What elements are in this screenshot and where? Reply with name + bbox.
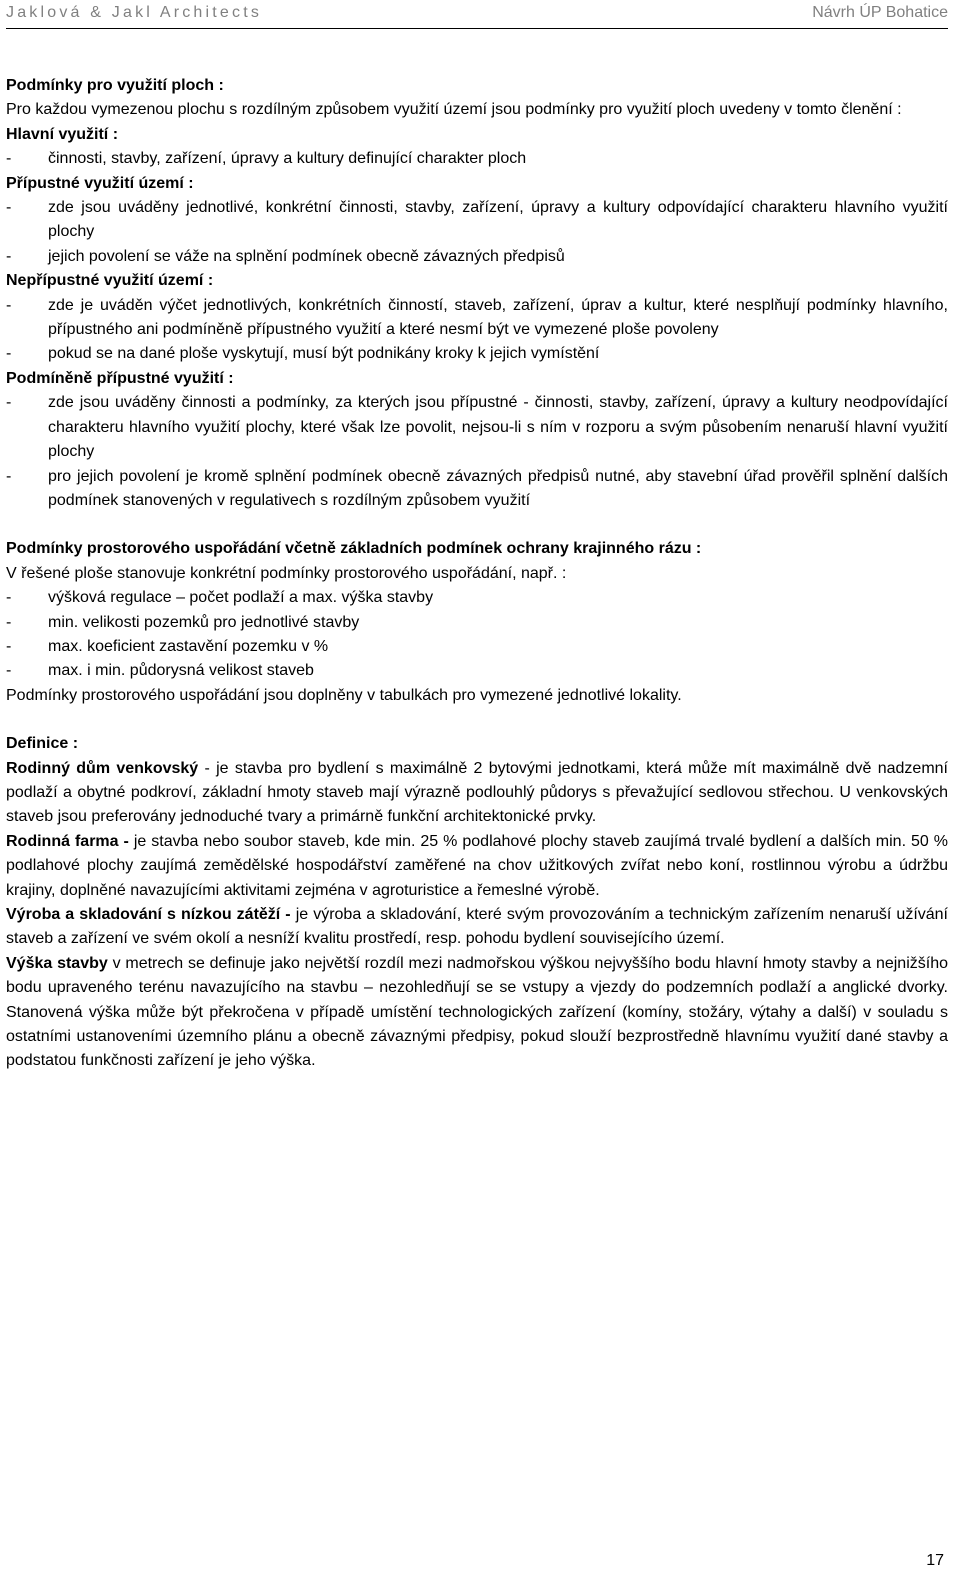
list-item: - zde je uváděn výčet jednotlivých, konkrétních činností, staveb, zařízení, úprav a kultur, které nesplňují podmínky hlavního, přípustného ani podmíněně přípustného využití a které nesmí být ve vymezené ploše povoleny [6,296,948,339]
list-item: - max. koeficient zastavění pozemku v % [6,637,329,655]
header-project: Návrh ÚP Bohatice [812,4,948,21]
list-item: - pokud se na dané ploše vyskytují, musí být podnikány kroky k jejich vymístění [6,345,600,363]
subheading: Podmíněně přípustné využití : [6,369,234,387]
definition [6,757,948,830]
list-item: - zde jsou uváděny činnosti a podmínky, za kterých jsou přípustné - činnosti, stavby, zařízení, úpravy a kultury neodpovídající charakteru hlavního využití plochy, které však lze povolit, nejsou-li s ním v rozporu a svým působením nenaruší hlavní využití plochy [6,394,948,461]
section-title: Podmínky pro využití ploch : [6,77,224,94]
list-item: - jejich povolení se váže na splnění podmínek obecně závazných předpisů [6,247,565,265]
list-item: - pro jejich povolení je kromě splnění podmínek obecně závazných předpisů nutné, aby stavební úřad prověřil splnění dalších podmínek stanovených v regulativech s rozdílným způsobem využití [6,467,948,509]
subheading: Nepřípustné využití území : [6,272,214,290]
definition-term: Výška stavby [6,954,108,972]
list-item: - min. velikosti pozemků pro jednotlivé stavby [6,613,360,631]
definition-text: je stavba nebo soubor staveb, kde min. 25 % podlahové plochy staveb zaujímá trvalé bydlení a dalších min. 50 % podlahové plochy zaujímá zemědělské hospodářství zaměřené na chov užitkových zvířat nebo koní, rostlinnou výrobu a údržbu krajiny, doplněné navazujícími aktivitami zejména v agroturistice a řemeslné výrobě. [6,832,948,899]
definition [6,830,948,903]
list-item: - činnosti, stavby, zařízení, úpravy a kultury definující charakter ploch [6,150,527,168]
definition [6,952,948,1074]
paragraph: V řešené ploše stanovuje konkrétní podmínky prostorového uspořádání, např. : [6,564,567,582]
list-item: - výšková regulace – počet podlaží a max. výška stavby [6,589,434,607]
section-title: Podmínky prostorového uspořádání včetně základních podmínek ochrany krajinného rázu : [6,540,702,558]
paragraph: Pro každou vymezenou plochu s rozdílným způsobem využití území jsou podmínky pro využití ploch uvedeny v tomto členění : [6,101,902,119]
list-item: - max. i min. půdorysná velikost staveb [6,662,314,680]
document-body [6,74,948,1074]
header-firm: Jaklová & Jakl Architects [6,4,263,21]
section-title: Definice : [6,735,79,753]
definition-term: Rodinná farma - [6,832,129,850]
definition-text: v metrech se definuje jako největší rozdíl mezi nadmořskou výškou nejvyššího bodu hlavní hmoty stavby a nejnižšího bodu upraveného terénu navazujícího na stavbu – nezohledňují se se vstupy a vjezdy do podzemních podlaží a anglické dvorky. Stanovená výška může být překročena v případě umístění technologických zařízení (komíny, stožáry, výtahy a další) v souladu s ostatními ustanoveními územního plánu a obecně závaznými předpisy, pokud slouží bezprostředně hlavnímu využití dané stavby a podstatou funkčnosti zařízení je jeho výška. [6,954,948,1070]
definition-text: je výroba a skladování, které svým provozováním a technickým zařízením nenaruší užívání staveb a zařízení ve svém okolí a nesníží kvalitu prostředí, resp. pohodu bydlení souvisejícího území. [6,906,949,948]
definition-term: Výroba a skladování s nízkou zátěží - [6,906,291,923]
definition-text: - je stavba pro bydlení s maximálně 2 bytovými jednotkami, která může mít maximálně dvě nadzemní podlaží a obytné podkroví, základní hmoty staveb mají výrazně podlouhlý půdorys s převažující sedlovou střechou. U venkovských staveb jsou preferovány jednoduché tvary a primárně funkční architektonické prvky. [6,759,948,826]
page-header [6,4,948,29]
page-number: 17 [926,1552,944,1569]
paragraph: Podmínky prostorového uspořádání jsou doplněny v tabulkách pro vymezené jednotlivé lokality. [6,686,682,704]
definition [6,903,948,952]
subheading: Přípustné využití území : [6,174,194,192]
definition-term: Rodinný dům venkovský [6,759,199,777]
subheading: Hlavní využití : [6,125,119,143]
list-item: - zde jsou uváděny jednotlivé, konkrétní činnosti, stavby, zařízení, úpravy a kultury odpovídající charakteru hlavního využití plochy [6,199,948,241]
